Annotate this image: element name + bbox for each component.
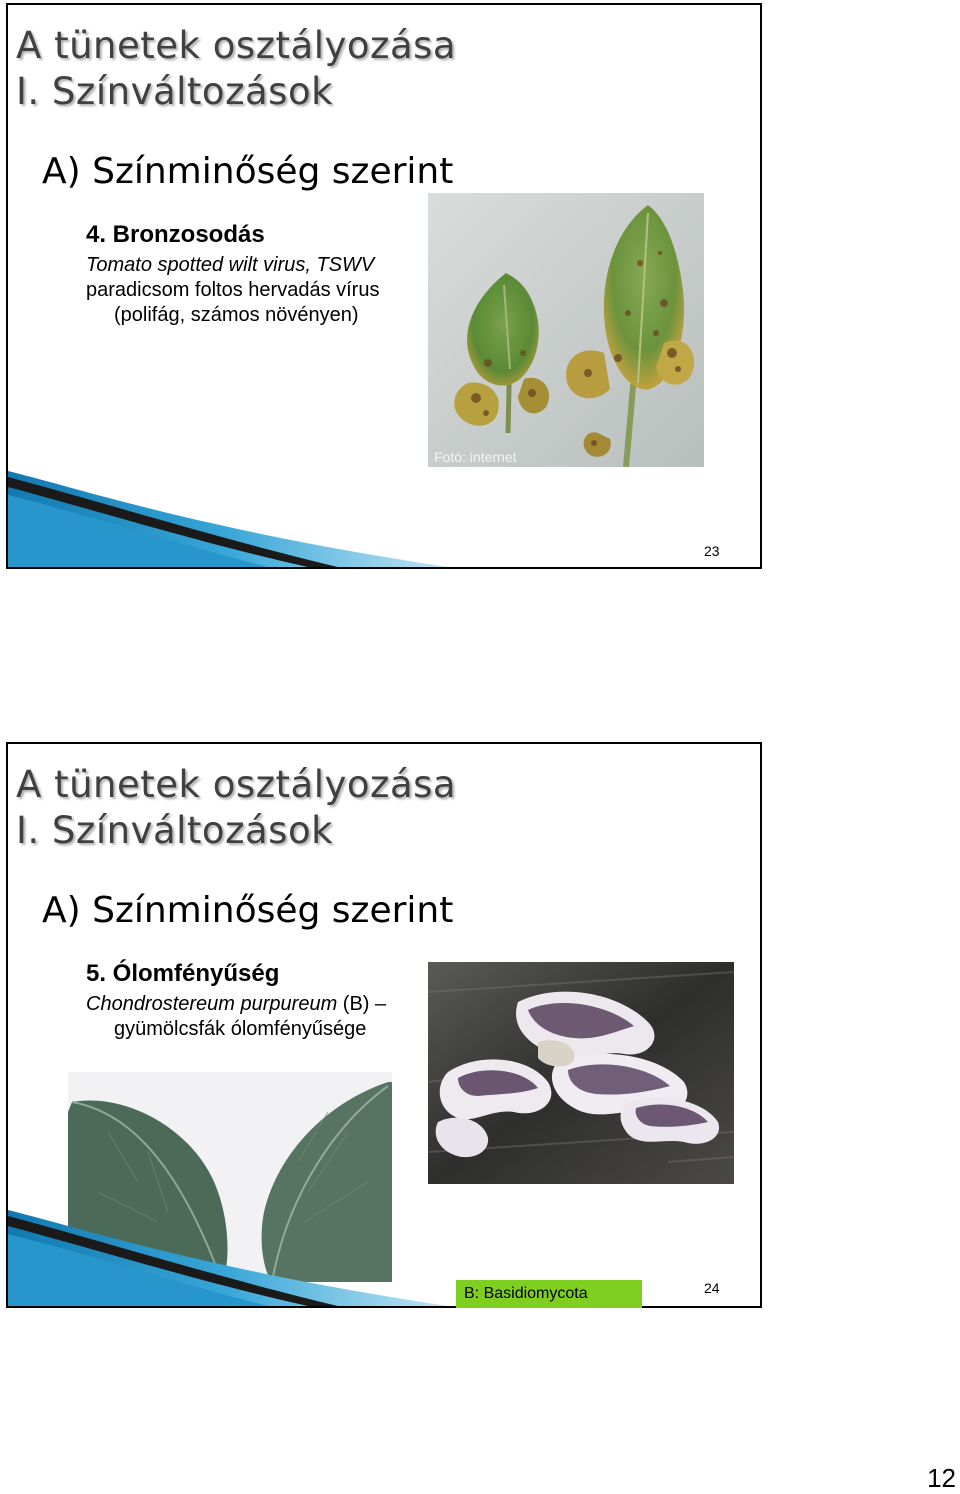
taxonomy-label: B: Basidiomycota: [456, 1280, 642, 1308]
document-page-number: 12: [927, 1463, 956, 1493]
pathogen-suffix: (B) –: [337, 993, 387, 1015]
title-line-2: I. Színváltozások: [16, 809, 334, 852]
fungus-photo: [428, 962, 734, 1184]
slide-23: [6, 3, 762, 569]
slide-number: 24: [704, 1280, 720, 1296]
slide-title: [16, 23, 456, 115]
decorative-swoosh: [8, 1210, 448, 1306]
tomato-leaves-illustration: [428, 193, 704, 467]
fungus-illustration: [428, 962, 734, 1184]
slide-subtitle: A) Színminőség szerint: [42, 151, 454, 192]
slide-subtitle: A) Színminőség szerint: [42, 890, 454, 931]
slide-title: [16, 762, 456, 854]
pathogen-name: Chondrostereum purpureum: [86, 993, 338, 1015]
photo-caption: Fotó: internet: [434, 449, 517, 465]
host-range: (polifág, számos növényen): [114, 304, 359, 326]
pathogen-line: [86, 992, 386, 1017]
slide-24: [6, 742, 762, 1308]
item-heading: 5. Ólomfényűség: [86, 960, 280, 987]
slide-number: 23: [704, 543, 720, 559]
title-line-1: A tünetek osztályozása: [16, 24, 457, 67]
disease-name: paradicsom foltos hervadás vírus: [86, 279, 380, 301]
title-line-1: A tünetek osztályozása: [16, 763, 457, 806]
item-heading: 4. Bronzosodás: [86, 221, 265, 248]
title-line-2: I. Színváltozások: [16, 70, 334, 113]
virus-name: Tomato spotted wilt virus, TSWV: [86, 254, 375, 276]
disease-name: gyümölcsfák ólomfényűsége: [114, 1018, 367, 1040]
tomato-leaf-photo: [428, 193, 704, 467]
decorative-swoosh: [8, 471, 448, 567]
